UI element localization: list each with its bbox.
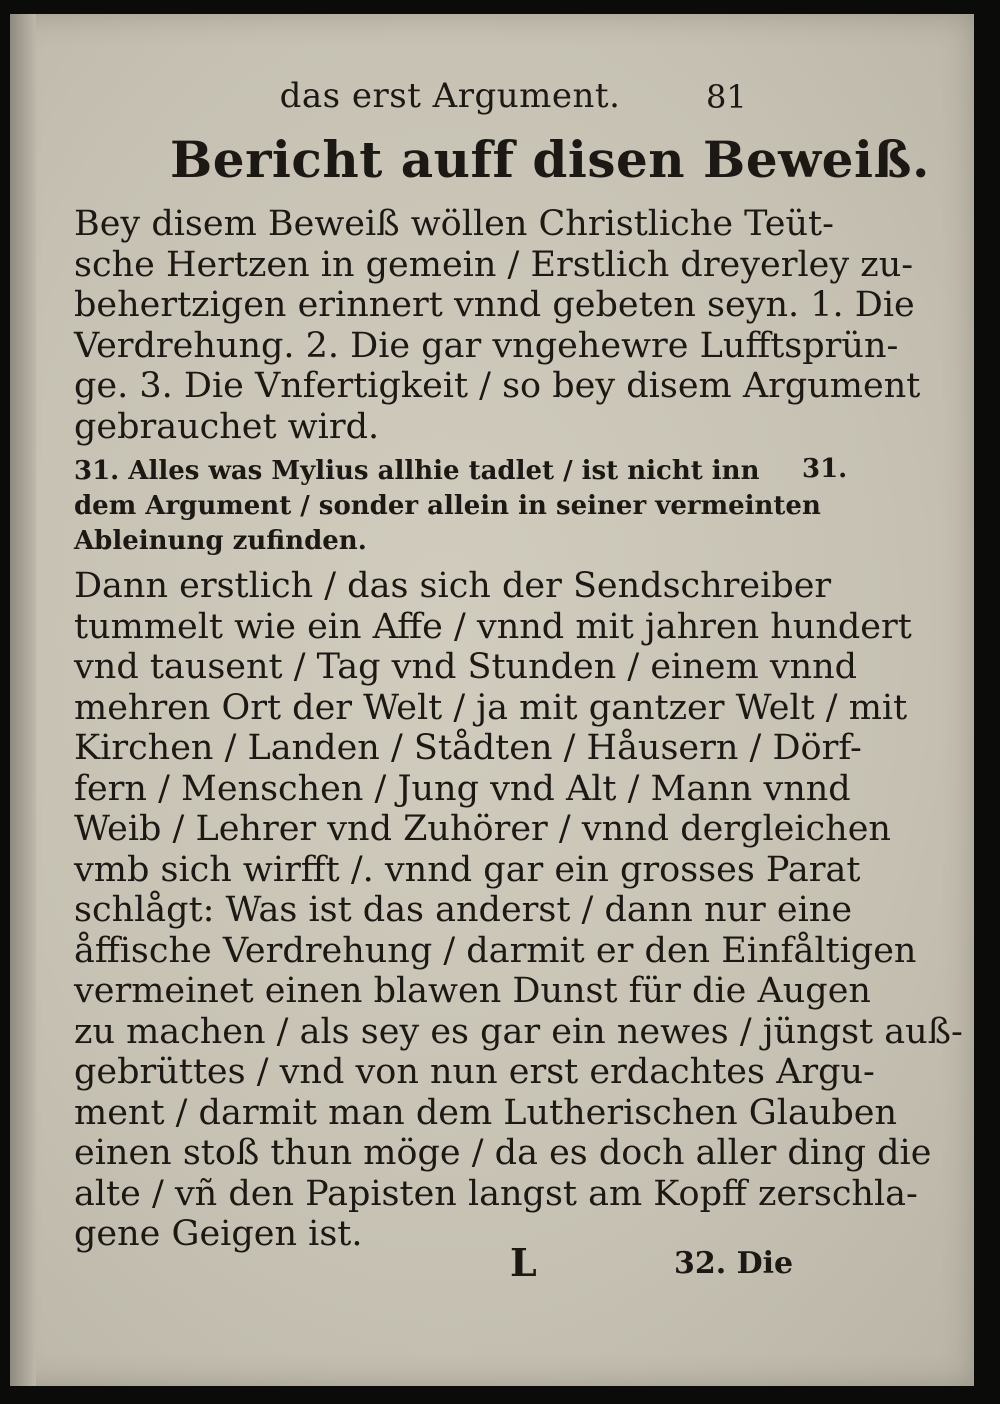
text-line: alte / vñ den Papisten langst am Kopff zerschla- — [74, 1173, 918, 1214]
binding-gutter — [10, 14, 36, 1386]
margin-number: 31. — [802, 454, 848, 484]
signature-mark: L — [510, 1240, 537, 1285]
note-line: Ableinung zufinden. — [74, 526, 367, 556]
text-line: Bey disem Beweiß wöllen Christliche Teüt- — [74, 204, 834, 244]
text-line: gebrüttes / vnd von nun erst erdachtes Argu- — [74, 1052, 875, 1092]
text-line: behertzigen erinnert vnnd gebeten seyn. 1. Die — [74, 285, 915, 325]
note-line: dem Argument / sonder allein in seiner vermeinten — [74, 491, 821, 521]
text-line: gene Geigen ist. — [74, 1214, 363, 1254]
catchword: 32. Die — [674, 1246, 794, 1281]
text-line: vmb sich wirfft /. vnnd gar ein grosses Parat — [74, 849, 861, 890]
summary-note — [74, 454, 821, 559]
text-line: Dann erstlich / das sich der Sendschreiber — [74, 566, 832, 606]
text-line: vermeinet einen blawen Dunst für die Augen — [74, 971, 871, 1011]
text-line: Kirchen / Landen / Stådten / Håusern / Dörf- — [74, 728, 862, 768]
section-heading: Bericht auff disen Beweiß. — [170, 130, 930, 189]
text-line: ment / darmit man dem Lutherischen Glauben — [74, 1092, 898, 1133]
note-line: 31. Alles was Mylius allhie tadlet / ist nicht inn — [74, 456, 760, 486]
text-line: ge. 3. Die Vnfertigkeit / so bey disem Argument — [74, 366, 921, 406]
text-line: Verdrehung. 2. Die gar vngehewre Lufftsprün- — [74, 325, 899, 366]
text-line: zu machen / als sey es gar ein newes / jüngst auß- — [74, 1011, 963, 1052]
text-line: einen stoß thun möge / da es doch aller ding die — [74, 1133, 932, 1173]
running-head: das erst Argument. — [279, 76, 621, 116]
text-line: mehren Ort der Welt / ja mit gantzer Welt / mit — [74, 687, 908, 728]
text-line: schlågt: Was ist das anderst / dann nur eine — [74, 890, 853, 930]
text-line: tummelt wie ein Affe / vnnd mit jahren hundert — [74, 606, 912, 647]
paragraph-main — [74, 566, 963, 1255]
text-line: vnd tausent / Tag vnd Stunden / einem vnnd — [74, 647, 858, 687]
text-line: sche Hertzen in gemein / Erstlich dreyerley zu- — [74, 244, 914, 285]
book-page — [10, 14, 974, 1386]
text-line: fern / Menschen / Jung vnd Alt / Mann vnnd — [74, 768, 851, 809]
text-line: Weib / Lehrer vnd Zuhörer / vnnd dergleichen — [74, 809, 891, 849]
text-line: gebrauchet wird. — [74, 406, 380, 447]
paragraph-intro — [74, 204, 921, 447]
text-line: åffische Verdrehung / darmit er den Einfåltigen — [74, 930, 917, 971]
page-number: 81 — [706, 78, 747, 116]
